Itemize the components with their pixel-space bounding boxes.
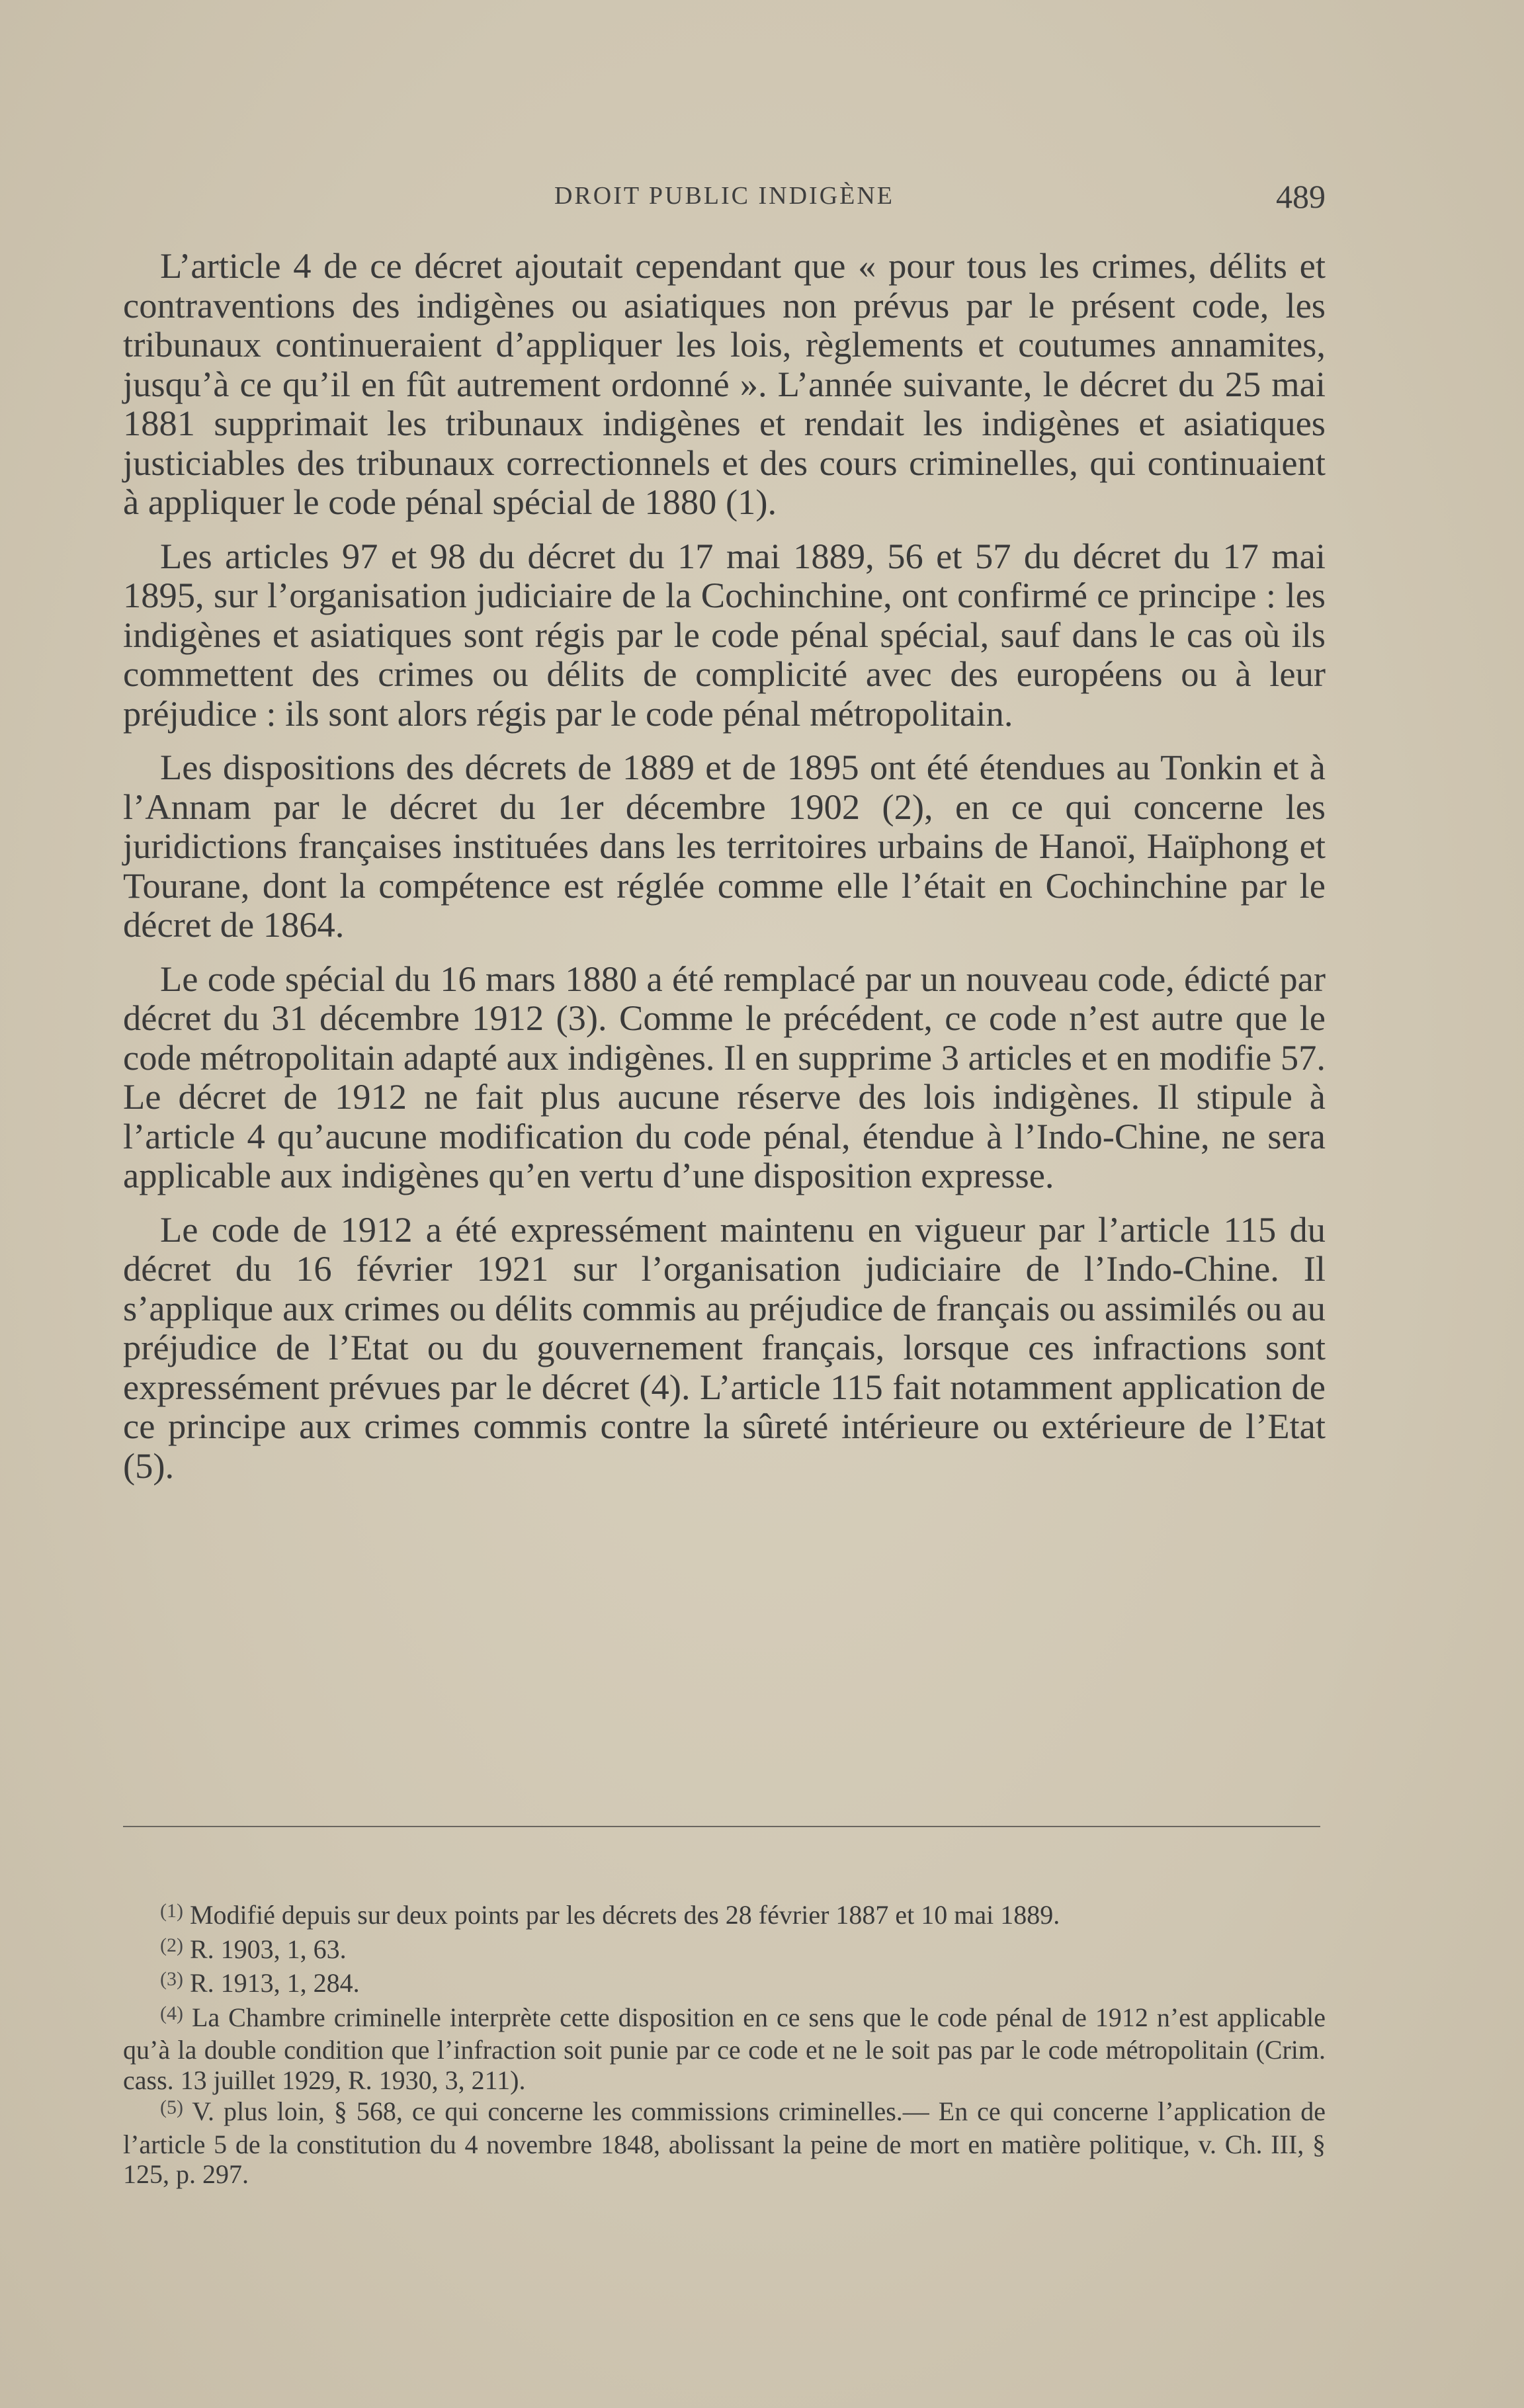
footnote — [123, 1934, 1326, 1967]
footnote-text: V. plus loin, § 568, ce qui concerne les commissions criminelles.— En ce qui concerne l’application de l’article 5 de la constitution du 4 novembre 1848, abolissant la peine de mort en matière politique, v. Ch. III, § 125, p. 297. — [123, 2096, 1326, 2189]
footnote-text: Modifié depuis sur deux points par les décrets des 28 février 1887 et 10 mai 1889. — [189, 1900, 1060, 1930]
paragraph: Le code de 1912 a été expressément maintenu en vigueur par l’article 115 du décret du 16 février 1921 sur l’organisation judiciaire de l’Indo-Chine. Il s’applique aux crimes ou délits commis au préjudice de français ou assimilés ou au préjudice de l’Etat ou du gouvernement français, lorsque ces infractions sont expressément prévues par le décret (4). L’article 115 fait notamment application de ce principe aux crimes commis contre la sûreté intérieure ou extérieure de l’Etat (5). — [123, 1209, 1326, 1486]
paragraph: L’article 4 de ce décret ajoutait cependant que « pour tous les crimes, délits et contraventions des indigènes ou asiatiques non prévus par le présent code, les tribunaux continueraient d’appliquer les lois, règlements et coutumes annamites, jusqu’à ce qu’il en fût autrement ordonné ». L’année suivante, le décret du 25 mai 1881 supprimait les tribunaux indigènes et rendait les indigènes et asiatiques justiciables des tribunaux correctionnels et des cours criminelles, qui continuaient à appliquer le code pénal spécial de 1880 (1). — [123, 245, 1326, 522]
footnote — [123, 1900, 1326, 1933]
footnotes — [123, 1900, 1326, 2191]
paragraph: Les dispositions des décrets de 1889 et de 1895 ont été étendues au Tonkin et à l’Annam par le décret du 1er décembre 1902 (2), en ce qui concerne les juridictions françaises instituées dans les territoires urbains de Hanoï, Haïphong et Tourane, dont la compétence est réglée comme elle l’était en Cochinchine par le décret de 1864. — [123, 747, 1326, 945]
footnote-separator — [123, 1826, 1320, 1827]
footnote-mark: (3) — [160, 1968, 183, 1990]
paragraph: Les articles 97 et 98 du décret du 17 mai 1889, 56 et 57 du décret du 17 mai 1895, sur l’organisation judiciaire de la Cochinchine, ont confirmé ce principe : les indigènes et asiatiques sont régis par le code pénal spécial, sauf dans le cas où ils commettent des crimes ou délits de complicité avec des européens ou à leur préjudice : ils sont alors régis par le code pénal métropolitain. — [123, 535, 1326, 734]
footnote-text: R. 1913, 1, 284. — [189, 1968, 360, 1998]
footnote-text: R. 1903, 1, 63. — [189, 1934, 347, 1964]
footnote — [123, 1968, 1326, 2001]
body-text — [123, 246, 1326, 1500]
page-header — [123, 177, 1326, 217]
page-number: 489 — [1276, 178, 1326, 215]
footnote — [123, 2002, 1326, 2096]
footnote-mark: (2) — [160, 1934, 183, 1956]
running-title: DROIT PUBLIC INDIGÈNE — [554, 182, 895, 210]
paragraph: Le code spécial du 16 mars 1880 a été remplacé par un nouveau code, édicté par décret du 31 décembre 1912 (3). Comme le précédent, ce code n’est autre que le code métropolitain adapté aux indigènes. Il en supprime 3 articles et en modifie 57. Le décret de 1912 ne fait plus aucune réserve des lois indigènes. Il stipule à l’article 4 qu’aucune modification du code pénal, étendue à l’Indo-Chine, ne sera applicable aux indigènes qu’en vertu d’une disposition expresse. — [123, 958, 1326, 1195]
footnote-mark: (4) — [160, 2002, 183, 2024]
footnote-text: La Chambre criminelle interprète cette disposition en ce sens que le code pénal de 1912 n’est applicable qu’à la double condition que l’infraction soit punie par ce code et ne le soit pas par le code métropolitain (Crim. cass. 13 juillet 1929, R. 1930, 3, 211). — [123, 2002, 1326, 2095]
footnote — [123, 2096, 1326, 2190]
footnote-mark: (5) — [160, 2096, 183, 2118]
footnote-mark: (1) — [160, 1900, 183, 1922]
